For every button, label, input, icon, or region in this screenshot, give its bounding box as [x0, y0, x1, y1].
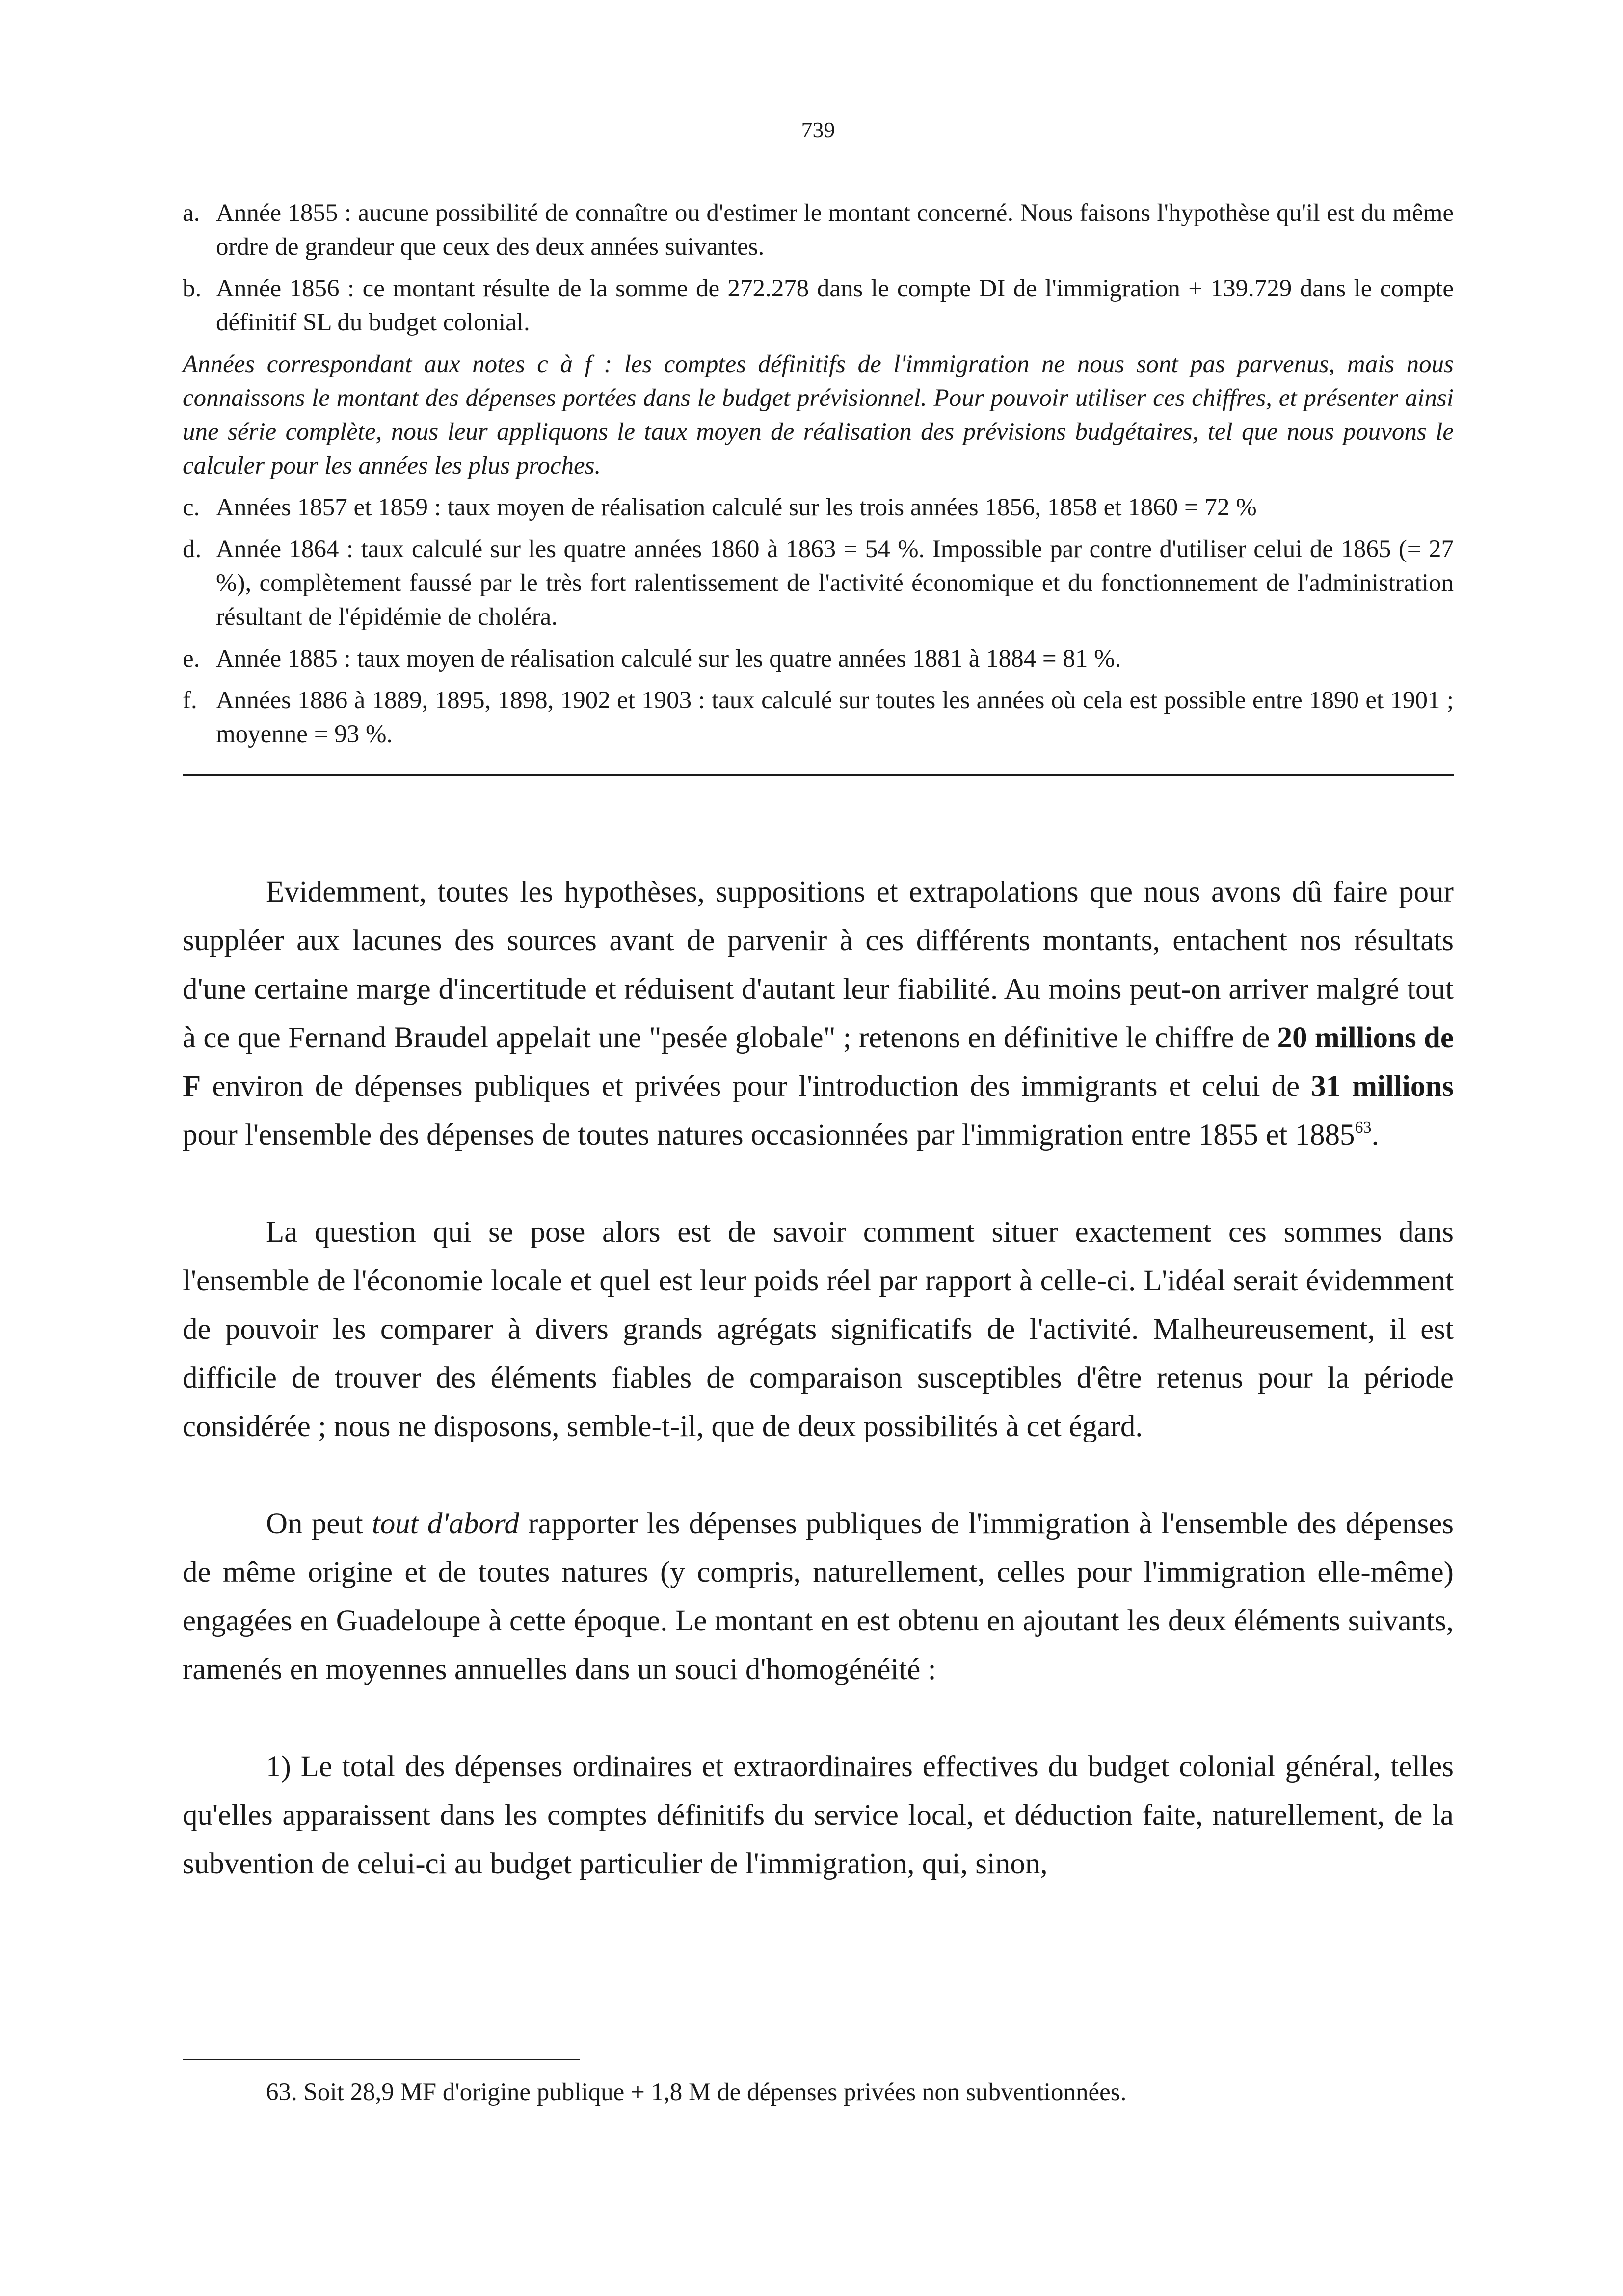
note-b [183, 272, 1454, 340]
notes-divider [183, 774, 1454, 776]
note-a [183, 196, 1454, 264]
paragraph-3 [183, 1499, 1454, 1694]
text-span: Evidemment, toutes les hypothèses, suppositions et extrapolations que nous avons dû faire pour suppléer aux lacunes des sources avant de parvenir à ces différents montants, entachent nos résultats d'une certaine marge d'incertitude et réduisent d'autant leur fiabilité. Au moins peut-on arriver malgré tout à ce que Fernand Braudel appelait une "pesée globale" ; retenons en définitive le chiffre de [183, 876, 1454, 1054]
footnote-reference: 63 [1355, 1119, 1372, 1137]
note-text: Année 1885 : taux moyen de réalisation calculé sur les quatre années 1881 à 1884 = 81 %. [216, 645, 1121, 672]
text-span: pour l'ensemble des dépenses de toutes natures occasionnées par l'immigration entre 1855 et 1885 [183, 1119, 1355, 1151]
bold-amount-31-millions: 31 millions [1311, 1070, 1454, 1103]
note-letter: d. [183, 535, 202, 563]
note-italic-explanation: Années correspondant aux notes c à f : les comptes définitifs de l'immigration ne nous sont pas parvenus, mais nous connaissons le montant des dépenses portées dans le budget prévisionnel. Pour pouvoir utiliser ces chiffres, et présenter ainsi une série complète, nous leur appliquons le taux moyen de réalisation des prévisions budgétaires, tel que nous pouvons le calculer pour les années les plus proches. [183, 350, 1454, 480]
note-letter: c. [183, 494, 200, 521]
note-text: Années 1857 et 1859 : taux moyen de réalisation calculé sur les trois années 1856, 1858 et 1860 = 72 % [216, 494, 1257, 521]
note-letter: b. [183, 275, 202, 302]
text-span: environ de dépenses publiques et privées pour l'introduction des immigrants et celui de [201, 1070, 1311, 1103]
note-e [183, 642, 1454, 676]
note-d [183, 533, 1454, 634]
note-letter: e. [183, 645, 200, 672]
text-span: . [1371, 1119, 1379, 1151]
body-text [183, 868, 1454, 1937]
note-text: Année 1855 : aucune possibilité de connaître ou d'estimer le montant concerné. Nous faisons l'hypothèse qu'il est du même ordre de grandeur que ceux des deux années suivantes. [216, 199, 1454, 261]
footnote-63: 63. Soit 28,9 MF d'origine publique + 1,8 M de dépenses privées non subventionnées. [266, 2079, 1127, 2106]
note-text: Année 1864 : taux calculé sur les quatre années 1860 à 1863 = 54 %. Impossible par contre d'utiliser celui de 1865 (= 27 %), complètement faussé par le très fort ralentissement de l'activité économique et du fonctionnement de l'administration résultant de l'épidémie de choléra. [216, 535, 1454, 631]
table-notes [183, 196, 1454, 759]
note-c [183, 491, 1454, 525]
footnote-divider [183, 2059, 580, 2060]
note-text: Années 1886 à 1889, 1895, 1898, 1902 et 1903 : taux calculé sur toutes les années où cela est possible entre 1890 et 1901 ; moyenne = 93 %. [216, 687, 1454, 748]
document-page [183, 0, 1454, 2296]
paragraph-1 [183, 868, 1454, 1159]
bold-amount-20-millions: 20 millions de F [183, 1021, 1454, 1103]
paragraph-2: La question qui se pose alors est de savoir comment situer exactement ces sommes dans l'ensemble de l'économie locale et quel est leur poids réel par rapport à celle-ci. L'idéal serait évidemment de pouvoir les comparer à divers grands agrégats significatifs de l'activité. Malheureusement, il est difficile de trouver des éléments fiables de comparaison susceptibles d'être retenus pour la période considérée ; nous ne disposons, semble-t-il, que de deux possibilités à cet égard. [183, 1216, 1454, 1443]
italic-phrase: tout d'abord [372, 1507, 519, 1540]
note-text: Année 1856 : ce montant résulte de la somme de 272.278 dans le compte DI de l'immigration + 139.729 dans le compte définitif SL du budget colonial. [216, 275, 1454, 336]
note-f [183, 684, 1454, 751]
text-span: On peut [266, 1507, 372, 1540]
paragraph-4: 1) Le total des dépenses ordinaires et extraordinaires effectives du budget colonial général, telles qu'elles apparaissent dans les comptes définitifs du service local, et déduction faite, naturellement, de la subvention de celui-ci au budget particulier de l'immigration, qui, sinon, [183, 1750, 1454, 1880]
note-letter: f. [183, 687, 197, 714]
page-number: 739 [801, 117, 835, 142]
text-span: rapporter les dépenses publiques de l'immigration à l'ensemble des dépenses de même origine et de toutes natures (y compris, naturellement, celles pour l'immigration elle-même) engagées en Guadeloupe à cette époque. Le montant en est obtenu en ajoutant les deux éléments suivants, ramenés en moyennes annuelles dans un souci d'homogénéité : [183, 1507, 1454, 1686]
note-letter: a. [183, 199, 200, 227]
